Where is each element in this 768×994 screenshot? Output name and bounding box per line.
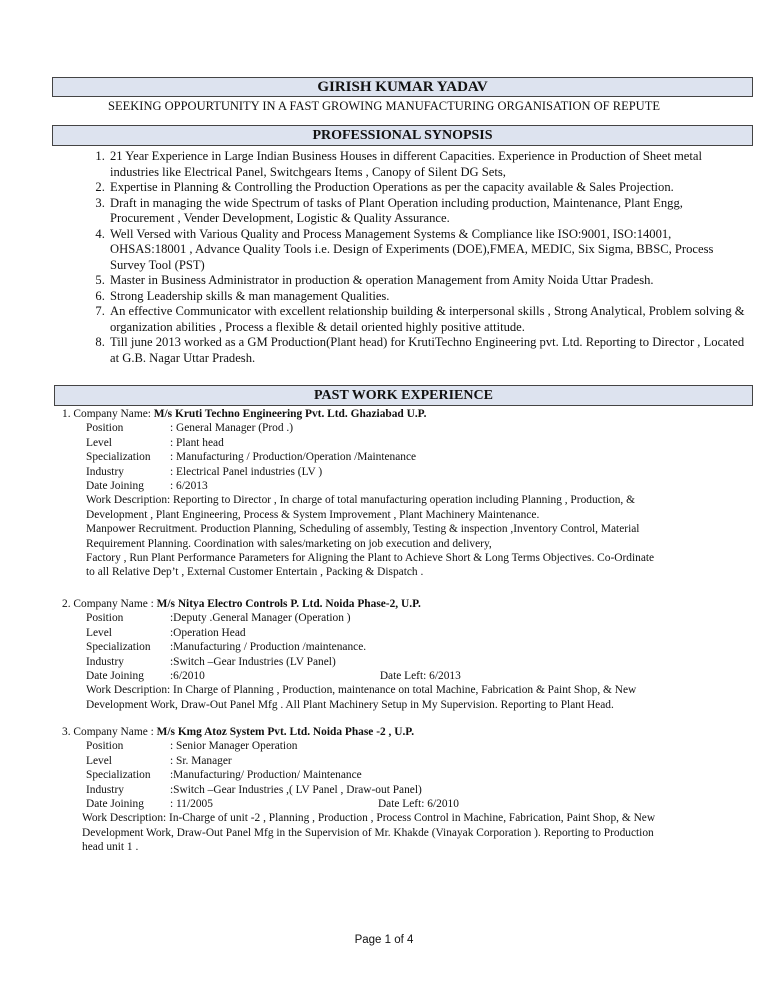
level-row [62, 626, 762, 640]
work-description-line: Requirement Planning. Coordination with sales/marketing on job execution and delivery, [86, 537, 492, 550]
position-value: : General Manager (Prod .) [170, 422, 294, 435]
objective-line: SEEKING OPPOURTUNITY IN A FAST GROWING MANUFACTURING ORGANISATION OF REPUTE [108, 99, 660, 113]
name-header: GIRISH KUMAR YADAV [52, 77, 753, 97]
page-number: Page 1 of 4 [354, 934, 414, 946]
experience-header: PAST WORK EXPERIENCE [54, 385, 753, 406]
company-heading [62, 597, 762, 611]
company-name: M/s Nitya Electro Controls P. Ltd. Noida Phase-2, U.P. [156, 598, 421, 610]
specialization-value: : Manufacturing / Production/Operation /Maintenance [170, 451, 417, 464]
industry-value: :Switch –Gear Industries ,( LV Panel , Draw-out Panel) [170, 783, 422, 796]
position-row [62, 739, 762, 753]
level-value: :Operation Head [170, 626, 246, 639]
synopsis-item: 7. An effective Communicator with excellent relationship building & interpersonal skills , Strong Analytical, Problem solving & organization abilities , Process a flexible & detail oriented highly positive attitude. [108, 304, 750, 335]
level-label: Level [86, 626, 112, 639]
position-value: :Deputy .General Manager (Operation ) [170, 612, 351, 625]
specialization-row [62, 450, 762, 464]
synopsis-item: 6. Strong Leadership skills & man management Qualities. [108, 289, 750, 305]
synopsis-item: 5. Master in Business Administrator in production & operation Management from Amity Noida Uttar Pradesh. [108, 273, 750, 289]
position-label: Position [86, 740, 124, 753]
industry-row [62, 655, 762, 669]
company-number: 1. [62, 408, 71, 420]
synopsis-item: 4. Well Versed with Various Quality and Process Management Systems & Compliance like ISO:9001, ISO:14001, OHSAS:18001 , Advance Quality Tools i.e. Design of Experiments (DOE),FMEA, MEDIC, Six Sigma, BBSC, Process Survey Tool (PST) [108, 227, 750, 274]
company-name: M/s Kmg Atoz System Pvt. Ltd. Noida Phase -2 , U.P. [156, 726, 415, 738]
work-description-line: Development Work, Draw-Out Panel Mfg . All Plant Machinery Setup in My Supervision. Reporting to Plant Head. [86, 698, 614, 711]
date-joining-row [62, 479, 762, 493]
industry-row [62, 783, 762, 797]
specialization-value: :Manufacturing/ Production/ Maintenance [170, 769, 362, 782]
company-name-label: Company Name [73, 408, 148, 420]
company-name-label: Company Name [73, 726, 148, 738]
date-joining-row [62, 669, 762, 683]
level-label: Level [86, 754, 112, 767]
date-joining-label: Date Joining [86, 670, 144, 683]
position-row [62, 611, 762, 625]
level-label: Level [86, 436, 112, 449]
date-joining-value: : 11/2005 [170, 798, 213, 811]
synopsis-list [60, 149, 750, 366]
synopsis-item: 2. Expertise in Planning & Controlling the Production Operations as per the capacity available & Sales Projection. [108, 180, 750, 196]
level-row [62, 754, 762, 768]
company-entry-2 [62, 597, 762, 712]
date-joining-row [62, 797, 762, 811]
specialization-row [62, 640, 762, 654]
position-value: : Senior Manager Operation [170, 740, 298, 753]
position-label: Position [86, 422, 124, 435]
company-number: 3. [62, 726, 71, 738]
position-label: Position [86, 612, 124, 625]
date-joining-value: : 6/2013 [170, 480, 208, 493]
industry-value: : Electrical Panel industries (LV ) [170, 465, 323, 478]
synopsis-item: 1. 21 Year Experience in Large Indian Business Houses in different Capacities. Experience in Production of Sheet metal industries like Electrical Panel, Switchgears Items , Canopy of Silent DG Sets, [108, 149, 750, 180]
company-heading [62, 407, 762, 421]
date-left-value: Date Left: 6/2013 [379, 670, 461, 683]
date-left-value: Date Left: 6/2010 [377, 798, 459, 811]
work-description-line: to all Relative Dep’t , External Customer Entertain , Packing & Dispatch . [86, 566, 424, 579]
company-entry-1 [62, 407, 762, 580]
specialization-row [62, 768, 762, 782]
industry-label: Industry [86, 655, 124, 668]
company-separator: : [147, 726, 157, 738]
synopsis-item: 8. Till june 2013 worked as a GM Production(Plant head) for KrutiTechno Engineering pvt. Ltd. Reporting to Director , Located at G.B. Nagar Uttar Pradesh. [108, 335, 750, 366]
company-number: 2. [62, 598, 71, 610]
level-value: : Sr. Manager [170, 754, 232, 767]
work-description-line: Work Description: In-Charge of unit -2 , Planning , Production , Process Control in Machine, Fabrication, Paint Shop, & New [82, 812, 656, 825]
level-value: : Plant head [170, 436, 224, 449]
date-joining-label: Date Joining [86, 480, 144, 493]
work-description-line: Development , Plant Engineering, Process & System Improvement , Plant Machinery Maintenance. [86, 508, 540, 521]
work-description-line: Factory , Run Plant Performance Parameters for Aligning the Plant to Achieve Short & Long Terms Objectives. Co-Ordinate [86, 552, 655, 565]
date-joining-value: :6/2010 [170, 670, 205, 683]
synopsis-item: 3. Draft in managing the wide Spectrum of tasks of Plant Operation including production, Maintenance, Plant Engg, Procurement , Vender Development, Logistic & Quality Assurance. [108, 196, 750, 227]
specialization-label: Specialization [86, 451, 151, 464]
specialization-label: Specialization [86, 641, 151, 654]
industry-value: :Switch –Gear Industries (LV Panel) [170, 655, 336, 668]
industry-row [62, 465, 762, 479]
company-separator: : [147, 408, 154, 420]
work-description-line: Manpower Recruitment. Production Planning, Scheduling of assembly, Testing & inspection ,Inventory Control, Material [86, 523, 640, 536]
specialization-label: Specialization [86, 769, 151, 782]
work-description-line: Development Work, Draw-Out Panel Mfg in the Supervision of Mr. Khakde (Vinayak Corporation ). Reporting to Production [82, 826, 654, 839]
synopsis-header: PROFESSIONAL SYNOPSIS [52, 125, 753, 146]
company-heading [62, 725, 762, 739]
work-description-line: Work Description: Reporting to Director , In charge of total manufacturing operation including Planning , Production, & [86, 494, 635, 507]
company-name: M/s Kruti Techno Engineering Pvt. Ltd. Ghaziabad U.P. [153, 408, 427, 420]
position-row [62, 421, 762, 435]
company-entry-3 [62, 725, 762, 855]
level-row [62, 436, 762, 450]
industry-label: Industry [86, 465, 124, 478]
company-separator: : [147, 598, 157, 610]
specialization-value: :Manufacturing / Production /maintenance. [170, 641, 367, 654]
work-description-line: head unit 1 . [82, 841, 139, 854]
work-description-line: Work Description: In Charge of Planning , Production, maintenance on total Machine, Fabrication & Paint Shop, & New [86, 684, 637, 697]
industry-label: Industry [86, 783, 124, 796]
company-name-label: Company Name [73, 598, 148, 610]
date-joining-label: Date Joining [86, 798, 144, 811]
